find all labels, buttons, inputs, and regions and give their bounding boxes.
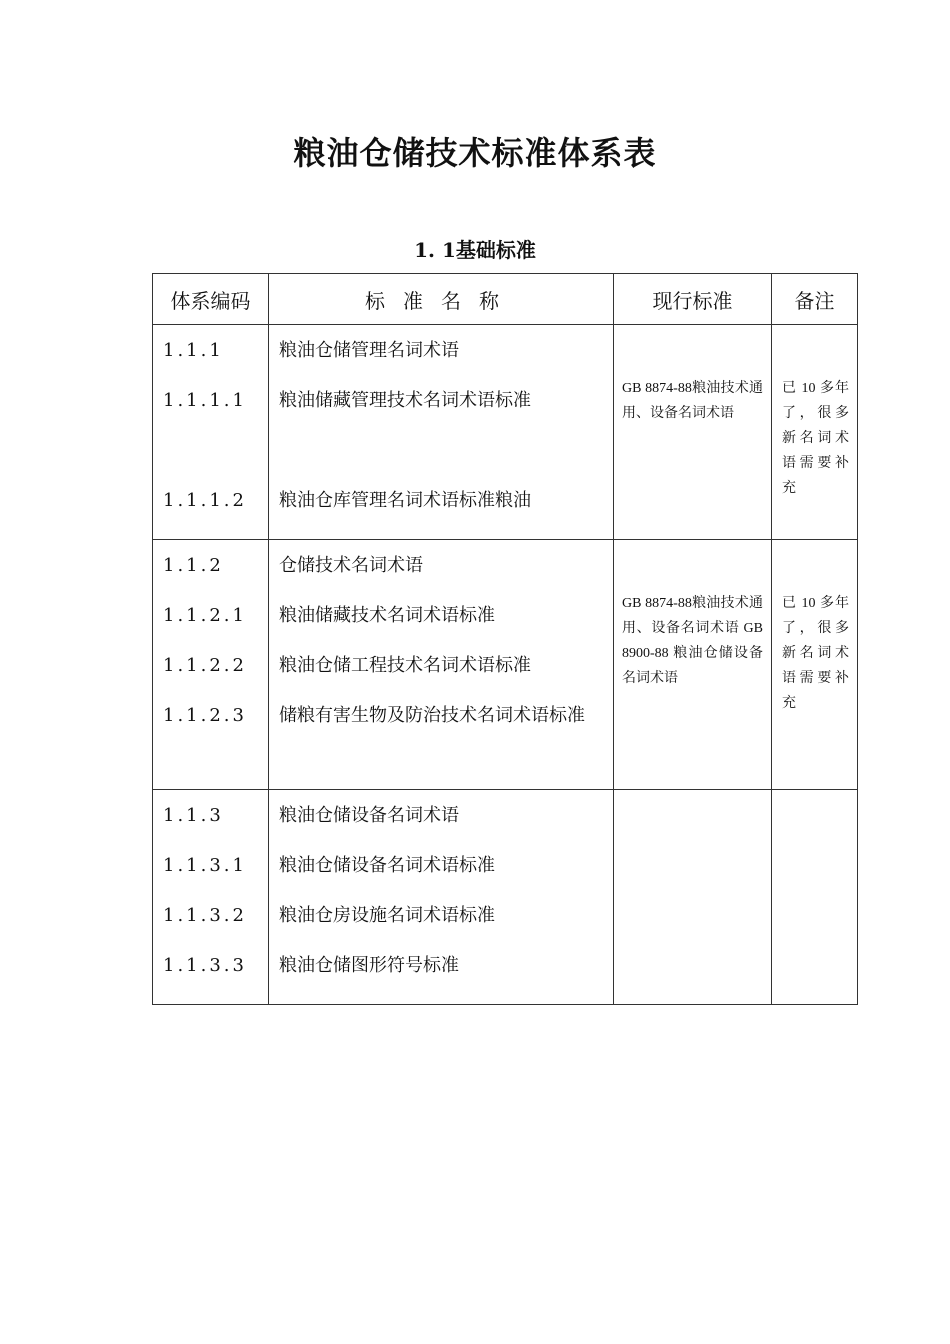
code-cell bbox=[153, 540, 269, 790]
name-cell bbox=[269, 540, 614, 790]
current-standard-text bbox=[614, 790, 771, 841]
name-item: 粮油仓库管理名词术语标准粮油 bbox=[279, 490, 531, 511]
section-title: 1. 1基础标准 bbox=[414, 238, 536, 262]
remark-cell bbox=[772, 540, 858, 790]
current-standard-cell bbox=[614, 325, 772, 540]
header-name: 标准名称 bbox=[269, 274, 614, 325]
remark-text: 已 10 多年了，很多新名词术语需要补充 bbox=[782, 596, 849, 711]
remark-cell bbox=[772, 790, 858, 1005]
name-item: 粮油仓储设备名词术语 bbox=[279, 805, 459, 826]
code-cell bbox=[153, 325, 269, 540]
code-cell bbox=[153, 790, 269, 1005]
header-current-standard: 现行标准 bbox=[614, 274, 772, 325]
name-item: 粮油仓储图形符号标准 bbox=[279, 955, 459, 976]
name-item: 粮油储藏技术名词术语标准 bbox=[279, 605, 495, 626]
name-item: 储粮有害生物及防治技术名词术语标准 bbox=[279, 705, 585, 726]
code-item: 1.1.1.2 bbox=[163, 490, 247, 511]
code-item: 1.1.3.3 bbox=[163, 955, 247, 976]
remark-text: 已 10 多年了，很多新名词术语需要补充 bbox=[782, 381, 849, 496]
table-row bbox=[153, 540, 858, 790]
name-item: 仓储技术名词术语 bbox=[279, 555, 423, 576]
code-item: 1.1.3.2 bbox=[163, 905, 247, 926]
code-item: 1.1.1 bbox=[163, 340, 224, 361]
name-cell bbox=[269, 325, 614, 540]
name-item: 粮油仓储工程技术名词术语标准 bbox=[279, 655, 531, 676]
code-item: 1.1.2 bbox=[163, 555, 224, 576]
table-row bbox=[153, 325, 858, 540]
table-row bbox=[153, 790, 858, 1005]
remark-cell bbox=[772, 325, 858, 540]
name-cell bbox=[269, 790, 614, 1005]
current-standard-text: GB 8874-88粮油技术通用、设备名词术语 bbox=[622, 381, 763, 421]
code-item: 1.1.2.3 bbox=[163, 705, 247, 726]
current-standard-cell bbox=[614, 790, 772, 1005]
code-item: 1.1.2.1 bbox=[163, 605, 247, 626]
code-item: 1.1.2.2 bbox=[163, 655, 247, 676]
header-remark: 备注 bbox=[772, 274, 858, 325]
standards-table bbox=[152, 273, 858, 1005]
code-item: 1.1.3 bbox=[163, 805, 224, 826]
document-title: 粮油仓储技术标准体系表 bbox=[293, 134, 657, 172]
current-standard-cell bbox=[614, 540, 772, 790]
header-row bbox=[153, 274, 858, 325]
code-item: 1.1.3.1 bbox=[163, 855, 247, 876]
header-code: 体系编码 bbox=[153, 274, 269, 325]
name-item: 粮油仓房设施名词术语标准 bbox=[279, 905, 495, 926]
name-item: 粮油仓储管理名词术语 bbox=[279, 340, 459, 361]
name-item: 粮油仓储设备名词术语标准 bbox=[279, 855, 495, 876]
name-item: 粮油储藏管理技术名词术语标准 bbox=[279, 390, 531, 411]
current-standard-text: GB 8874-88粮油技术通用、设备名词术语 GB 8900-88 粮油仓储设备名词术语 bbox=[622, 596, 763, 686]
remark-text bbox=[772, 790, 857, 841]
code-item: 1.1.1.1 bbox=[163, 390, 247, 411]
